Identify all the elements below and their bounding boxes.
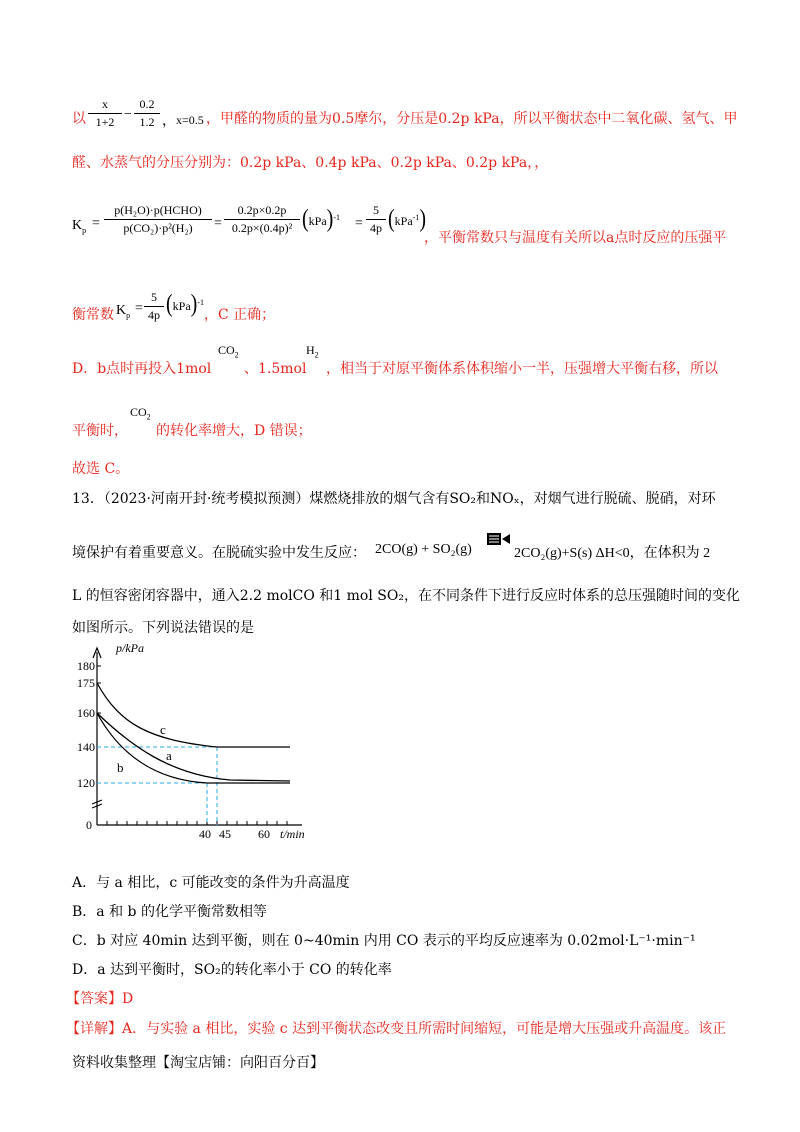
y-tick-label: 140	[77, 740, 95, 754]
co2-formula: $CO_2$	[218, 343, 239, 360]
line1-text: ，甲醛的物质的量为0.5摩尔，分压是0.2p kPa，所以平衡状态中二氧化碳、氢气、甲	[206, 111, 738, 127]
x-tick-label: 40	[199, 827, 211, 841]
answer-label: 【答案】D	[66, 991, 134, 1007]
h2-formula: $H_2$	[306, 343, 319, 360]
fraction-kp-definition	[104, 203, 212, 236]
line5-part-c: ，相当于对原平衡体系体积缩小一半，压强增大平衡右移，所以	[326, 361, 718, 377]
curve-label-a: a	[166, 748, 172, 763]
reversible-arrow-icon	[486, 530, 512, 552]
kp-symbol: $K_p$	[116, 303, 131, 320]
origin-label: 0	[86, 818, 92, 832]
equals-sign: =	[135, 301, 143, 316]
y-tick-label: 120	[77, 776, 95, 790]
q13-line1: 13．（2023·河南开封·统考模拟预测）煤燃烧排放的烟气含有SO₂和NOₓ，对烟气进行脱硫、脱硝，对环	[72, 491, 716, 507]
option-c: C．b 对应 40min 达到平衡，则在 0~40min 内用 CO 表示的平均反应速率为 0.02mol·L⁻¹·min⁻¹	[72, 933, 696, 949]
option-d: D．a 达到平衡时，SO₂的转化率小于 CO 的转化率	[72, 962, 392, 978]
y-tick-label: 175	[77, 676, 95, 690]
line1-prefix: 以	[72, 111, 86, 127]
line6-part-b: 的转化率增大，D 错误；	[156, 423, 312, 439]
denominator: 1+2	[95, 115, 115, 129]
line4-tail: ，C 正确；	[204, 307, 276, 323]
y-tick-label: 160	[77, 706, 95, 720]
numerator: x	[102, 97, 108, 111]
curve-c	[97, 683, 290, 747]
fraction-5-over-4p	[366, 203, 386, 236]
curve-b	[97, 713, 290, 783]
q13-line2-part-a: 境保护有着重要意义。在脱硫实验中发生反应：	[72, 545, 366, 561]
curve-label-c: c	[160, 722, 166, 737]
equals-sign: =	[92, 216, 100, 231]
fraction-0.2-over-1.2	[134, 97, 160, 130]
line2-text: 醛、水蒸气的分压分别为：0.2p kPa、0.4p kPa、0.2p kPa、0.2p kPa，，	[72, 155, 549, 171]
line5-part-a: D．b点时再投入1mol	[72, 361, 212, 377]
minus-sign: −	[124, 107, 132, 122]
denominator: 0.2p×(0.4p)²	[231, 221, 293, 235]
co2-formula: $CO_2$	[130, 405, 151, 422]
y-tick-label: 180	[77, 659, 95, 673]
kp-symbol: $K_p$	[72, 218, 87, 235]
y-axis-label: p/kPa	[116, 641, 144, 655]
q13-equation-reactants: 2CO(g) + SO₂(g)	[375, 542, 472, 557]
q13-line3: L 的恒容密闭容器中，通入2.2 molCO 和1 mol SO₂，在不同条件下进行反应时体系的总压强随时间的变化	[72, 588, 740, 604]
denominator: 1.2	[139, 115, 155, 129]
numerator: 0.2	[139, 97, 155, 111]
comma: ，	[162, 114, 176, 129]
numerator: 5	[373, 203, 379, 217]
line5-part-b: 、1.5mol	[244, 361, 307, 377]
fraction-x-over-3	[88, 97, 122, 130]
numerator: 0.2p×0.2p	[237, 203, 287, 217]
footer-text: 资料收集整理【淘宝店铺：向阳百分百】	[72, 1055, 324, 1071]
pressure-time-graph	[77, 640, 310, 841]
unit-kpa-2: (kPa$^{-1}$)	[388, 205, 427, 233]
unit-kpa: (kPa)$^{-1}$	[166, 290, 205, 318]
denominator: 4p	[148, 308, 160, 322]
denominator: 4p	[370, 221, 382, 235]
option-b: B．a 和 b 的化学平衡常数相等	[72, 904, 267, 920]
x-value: x=0.5	[176, 113, 204, 127]
q13-equation-products: 2CO₂(g)+S(s) ΔH<0，在体积为 2	[514, 546, 711, 561]
q13-line4: 如图所示。下列说法错误的是	[72, 620, 254, 636]
line7-text: 故选 C。	[72, 461, 130, 477]
line6-part-a: 平衡时，	[72, 423, 128, 439]
detail-text: 【详解】A．与实验 a 相比，实验 c 达到平衡状态改变且所需时间缩短，可能是增大压强或升高温度。该正	[66, 1021, 727, 1037]
curve-label-b: b	[117, 760, 124, 775]
option-a: A．与 a 相比，c 可能改变的条件为升高温度	[72, 875, 350, 891]
line4-prefix: 衡常数	[72, 307, 114, 323]
x-axis-label: t/min	[280, 827, 305, 841]
numerator: 5	[151, 290, 157, 304]
equals-sign: =	[355, 216, 363, 231]
equals-sign: =	[214, 216, 222, 231]
denominator: p(CO₂)·p²(H₂)	[123, 221, 193, 235]
fraction-numeric	[224, 203, 300, 236]
kp-equation-tail: ，平衡常数只与温度有关所以a点时反应的压强平	[424, 230, 727, 246]
fraction-5-over-4p	[144, 290, 164, 323]
unit-kpa-1: (kPa)$^{-1}$	[302, 205, 341, 233]
x-tick-label: 45	[219, 827, 231, 841]
numerator: p(H₂O)·p(HCHO)	[114, 203, 202, 217]
x-tick-label: 60	[258, 827, 270, 841]
